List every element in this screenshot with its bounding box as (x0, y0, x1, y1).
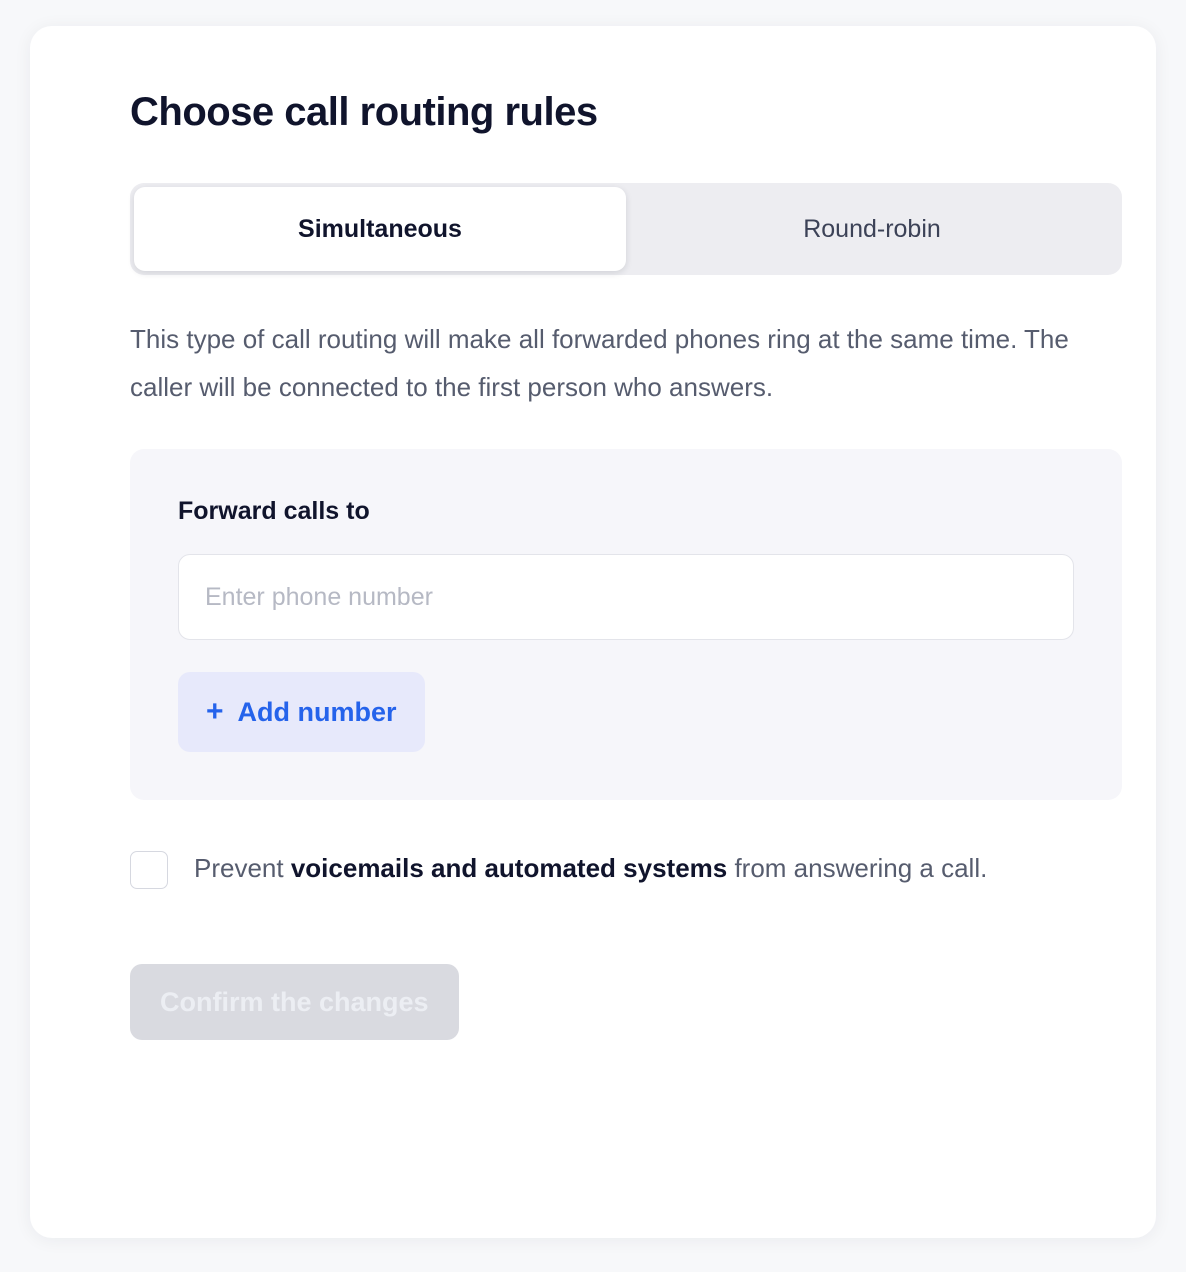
tab-simultaneous-label: Simultaneous (298, 214, 462, 243)
call-routing-card (30, 26, 1156, 1238)
tab-simultaneous[interactable] (134, 187, 626, 271)
add-number-button[interactable] (178, 672, 425, 752)
routing-description: This type of call routing will make all forwarded phones ring at the same time. The caller will be connected to the first person who answers. (130, 324, 1069, 403)
phone-number-input[interactable] (178, 554, 1074, 640)
tab-round-robin[interactable] (626, 187, 1118, 271)
confirm-changes-button[interactable]: Confirm the changes (130, 964, 459, 1040)
tab-round-robin-label: Round-robin (803, 214, 941, 243)
page-title: Choose call routing rules (130, 90, 598, 134)
plus-icon: + (206, 695, 224, 729)
forward-calls-panel (130, 449, 1122, 800)
card-content (130, 88, 1122, 1040)
routing-mode-tabs (130, 183, 1122, 275)
prevent-text-bold: voicemails and automated systems (290, 853, 728, 884)
forward-calls-label: Forward calls to (178, 497, 370, 526)
add-number-label: Add number (237, 696, 397, 727)
prevent-voicemail-checkbox[interactable] (130, 851, 168, 889)
prevent-voicemail-row (130, 845, 1122, 892)
prevent-text-after: from answering a call. (727, 853, 988, 884)
prevent-voicemail-text (194, 845, 1114, 892)
prevent-text-before: Prevent (194, 853, 291, 884)
